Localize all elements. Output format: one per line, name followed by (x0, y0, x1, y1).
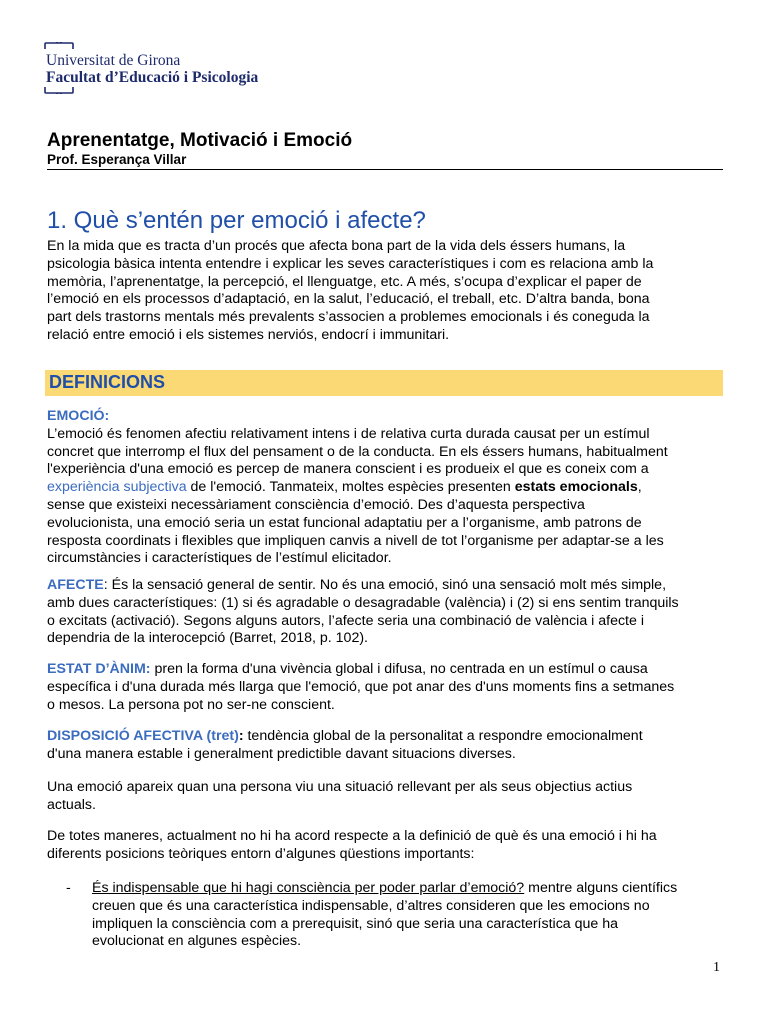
emocio-line: circumstàncies i característiques de l’estímul elicitador. (47, 550, 392, 567)
definition-emocio (47, 408, 723, 568)
disposicio-line: d'una manera estable i generalment predictible davant situacions diverses. (47, 745, 516, 762)
faculty-name: Facultat d’Educació i Psicologia (46, 69, 259, 86)
intro-line: part dels trastorns mentals més prevalents s’associen a problemes emocionals i és coneguda la (47, 309, 650, 326)
university-name: Universitat de Girona (46, 52, 181, 69)
afecte-line: amb dues característiques: (1) si és agradable o desagradable (valència) i (2) si ens sentim tranquils (47, 594, 679, 611)
page-number: 1 (713, 960, 720, 975)
estat-line-rest: pren la forma d'una vivència global i difusa, no centrada en un estímul o causa (150, 661, 648, 677)
emocio-line: concret que interromp el flux del pensament o de la conducta. En els éssers humans, habitualment (47, 443, 668, 460)
emotional-states-bold: estats emocionals (514, 479, 638, 496)
disposicio-colon: : (238, 728, 244, 744)
intro-line: memòria, l’aprenentatge, la percepció, el llenguatge, etc. A més, s’ocupa d’explicar el paper de (47, 273, 642, 290)
estat-line: o mesos. La persona pot no ser-ne conscient. (47, 696, 335, 713)
bullet-line: creuen que és una característica indispensable, d’altres consideren que les emocions no (92, 897, 650, 914)
university-logo (44, 42, 274, 94)
intro-line: En la mida que es tracta d’un procés que afecta bona part de la vida dels éssers humans, la (47, 238, 626, 254)
definitions-heading: DEFINICIONS (49, 372, 166, 392)
afecte-line (47, 577, 723, 595)
emocio-line: sense que existeixi necessàriament consciència d’emoció. Des d’aquesta perspectiva (47, 496, 585, 513)
term-estat: ESTAT D’ÀNIM: (47, 661, 151, 677)
estat-line: específica i d'una durada més llarga que l'emoció, que pot anar des d'uns moments fins a setmanes (47, 678, 675, 695)
intro-paragraph (47, 238, 723, 345)
bullet-line: impliquen la consciència com a prerequisit, sinó que seria una característica que ha (92, 915, 619, 932)
bullet-line (92, 880, 723, 898)
emocio-line (47, 479, 723, 497)
bullet-dash: - (66, 880, 71, 896)
paragraph-line: Una emoció apareix quan una persona viu una situació rellevant per als seus objectius actius (47, 779, 633, 795)
term-afecte: AFECTE (47, 577, 104, 593)
disposicio-line-rest: tendència global de la personalitat a respondre emocionalment (243, 728, 643, 744)
intro-line: relació entre emoció i els sistemes nerviós, endocrí i immunitari. (47, 326, 450, 343)
logo-top-bracket-icon (44, 42, 74, 50)
afecte-line: dependria de la interocepció (Barret, 2018, p. 102). (47, 630, 368, 647)
definition-estat (47, 661, 723, 714)
afecte-line-rest: : És la sensació general de sentir. No és una emoció, sinó una sensació molt més simple, (103, 577, 667, 593)
bullet-question: És indispensable que hi hagi consciència per poder parlar d’emoció? (92, 880, 525, 896)
paragraph-de-totes (47, 828, 723, 864)
term-emocio: EMOCIÓ: (47, 408, 110, 424)
intro-line: l’emoció en els processos d’adaptació, en la salut, l’educació, el treball, etc. D’altra banda, bona (47, 291, 650, 308)
definition-afecte (47, 577, 723, 648)
course-professor: Prof. Esperança Villar (47, 152, 187, 167)
bullet-line-rest: mentre alguns científics (524, 880, 678, 896)
paragraph-line: diferents posicions teòriques entorn d’algunes qüestions importants: (47, 845, 475, 862)
term-disposicio: DISPOSICIÓ AFECTIVA (tret) (47, 728, 239, 744)
intro-line: psicologia bàsica intenta entendre i explicar les seves característiques i com es relaciona amb la (47, 255, 654, 272)
bullet-line: evolucionat en algunes espècies. (92, 933, 302, 950)
paragraph-una-emocio (47, 779, 723, 815)
section-heading: 1. Què s’entén per emoció i afecte? (47, 207, 426, 234)
emocio-line: L’emoció és fenomen afectiu relativament intens i de relativa curta durada causat per un estímul (47, 425, 650, 442)
emocio-line: resposta coordinats i flexibles que impliquen canvis a nivell de tot l’organisme per adaptar-se a les (47, 532, 664, 549)
estat-line (47, 661, 723, 679)
logo-bottom-bracket-icon (44, 86, 74, 94)
disposicio-line (47, 728, 723, 746)
paragraph-line: actuals. (47, 796, 96, 813)
afecte-line: o excitats (activació). Segons alguns autors, l’afecte seria una combinació de valència i afecte i (47, 612, 644, 629)
bullet-item (92, 880, 723, 951)
emocio-line-end: , (637, 479, 642, 496)
definition-disposicio (47, 728, 723, 764)
emocio-line: evolucionista, una emoció seria un estat funcional adaptatiu per a l’organisme, amb patrons de (47, 514, 642, 531)
subjective-experience-link[interactable]: experiència subjectiva (47, 479, 187, 496)
emocio-line: l'experiència d'una emoció es percep de manera conscient i es produeix el que es coneix com a (47, 461, 649, 478)
emocio-line-mid: de l'emoció. Tanmateix, moltes espècies presenten (186, 479, 515, 496)
header-divider (47, 169, 723, 170)
paragraph-line: De totes maneres, actualment no hi ha acord respecte a la definició de què és una emoció i hi ha (47, 828, 657, 844)
course-title: Aprenentatge, Motivació i Emoció (47, 130, 353, 151)
